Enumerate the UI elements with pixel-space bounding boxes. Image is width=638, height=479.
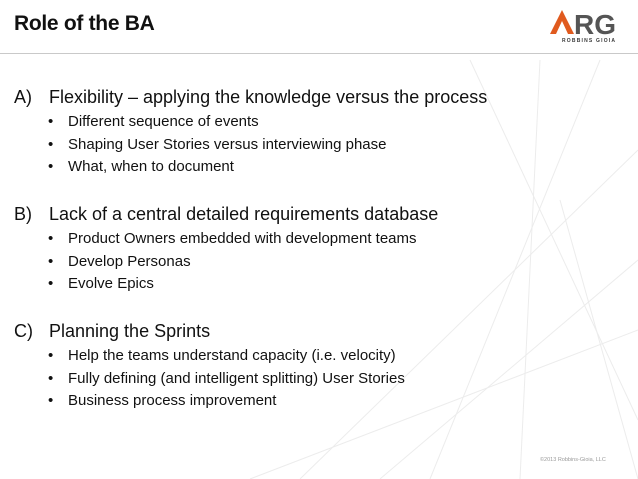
logo-mark: RG bbox=[574, 9, 616, 38]
list-item-text: Product Owners embedded with development teams bbox=[68, 230, 417, 247]
section-letter: A) bbox=[14, 87, 32, 107]
section-a bbox=[14, 86, 487, 179]
list-item-text: Different sequence of events bbox=[68, 113, 259, 130]
bullet-icon: • bbox=[48, 275, 54, 292]
bullet-list bbox=[14, 111, 487, 179]
title-divider bbox=[0, 53, 638, 54]
section-heading-text: Flexibility – applying the knowledge versus the process bbox=[49, 87, 488, 107]
company-logo bbox=[548, 6, 624, 46]
list-item-text: Develop Personas bbox=[68, 252, 191, 270]
list-item-text: Shaping User Stories versus interviewing phase bbox=[68, 135, 387, 153]
bullet-icon: • bbox=[48, 347, 54, 364]
list-item-text: Help the teams understand capacity (i.e. velocity) bbox=[68, 347, 396, 364]
list-item bbox=[14, 390, 405, 413]
list-item-text: Fully defining (and intelligent splitting) User Stories bbox=[68, 369, 405, 387]
section-heading bbox=[14, 86, 487, 108]
copyright-notice: ©2013 Robbins-Gioia, LLC bbox=[540, 457, 606, 463]
bullet-list bbox=[14, 228, 438, 296]
bullet-icon: • bbox=[48, 252, 54, 270]
list-item bbox=[14, 251, 438, 274]
list-item bbox=[14, 368, 405, 391]
list-item bbox=[14, 111, 487, 134]
section-letter: C) bbox=[14, 321, 33, 341]
bullet-list bbox=[14, 345, 405, 413]
list-item bbox=[14, 345, 405, 368]
slide-title: Role of the BA bbox=[14, 12, 155, 35]
section-heading-text: Lack of a central detailed requirements database bbox=[49, 204, 439, 224]
list-item bbox=[14, 228, 438, 251]
bullet-icon: • bbox=[48, 158, 54, 175]
list-item-text: What, when to document bbox=[68, 158, 234, 175]
bullet-icon: • bbox=[48, 369, 54, 387]
list-item-text: Business process improvement bbox=[68, 392, 277, 409]
list-item bbox=[14, 156, 487, 179]
list-item-text: Evolve Epics bbox=[68, 275, 154, 292]
logo-icon bbox=[548, 6, 624, 38]
bullet-icon: • bbox=[48, 230, 54, 247]
section-c bbox=[14, 320, 405, 413]
section-heading bbox=[14, 320, 405, 342]
section-heading-text: Planning the Sprints bbox=[49, 321, 211, 341]
section-heading bbox=[14, 203, 438, 225]
section-b bbox=[14, 203, 438, 296]
section-letter: B) bbox=[14, 204, 32, 224]
logo-tagline: ROBBINS GIOIA bbox=[562, 38, 617, 44]
list-item bbox=[14, 273, 438, 296]
list-item bbox=[14, 134, 487, 157]
bullet-icon: • bbox=[48, 135, 54, 153]
bullet-icon: • bbox=[48, 392, 54, 409]
bullet-icon: • bbox=[48, 113, 54, 130]
